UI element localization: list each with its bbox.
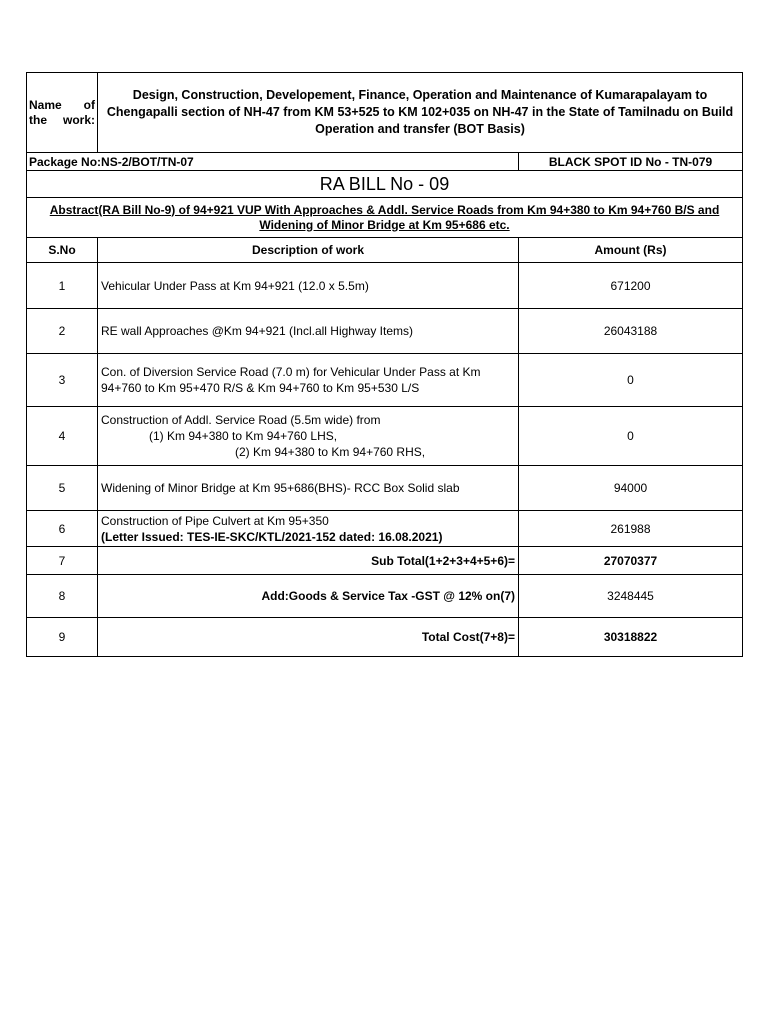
desc-line: (1) Km 94+380 to Km 94+760 LHS, bbox=[149, 429, 338, 443]
row-description: Vehicular Under Pass at Km 94+921 (12.0 x 5.5m) bbox=[98, 263, 519, 309]
name-of-work-label: Name of the work: bbox=[27, 73, 98, 153]
row-sno: 9 bbox=[27, 618, 98, 657]
column-header-row bbox=[27, 238, 743, 263]
total-label: Total Cost(7+8)= bbox=[98, 618, 519, 657]
subtotal-row bbox=[27, 547, 743, 575]
row-sno: 5 bbox=[27, 466, 98, 511]
row-sno: 3 bbox=[27, 354, 98, 407]
table-row bbox=[27, 407, 743, 466]
name-of-work-row bbox=[27, 73, 743, 153]
row-sno: 4 bbox=[27, 407, 98, 466]
abstract-row bbox=[27, 198, 743, 238]
row-description: Con. of Diversion Service Road (7.0 m) for Vehicular Under Pass at Km 94+760 to Km 95+470 R/S & Km 94+760 to Km 95+530 L/S bbox=[98, 354, 519, 407]
table-row bbox=[27, 511, 743, 547]
row-amount: 671200 bbox=[519, 263, 743, 309]
table-row bbox=[27, 466, 743, 511]
package-number: Package No:NS-2/BOT/TN-07 bbox=[27, 153, 519, 171]
row-description bbox=[98, 407, 519, 466]
package-row bbox=[27, 153, 743, 171]
gst-row bbox=[27, 575, 743, 618]
desc-line: Construction of Addl. Service Road (5.5m wide) from bbox=[101, 413, 381, 427]
subtotal-amount: 27070377 bbox=[519, 547, 743, 575]
row-amount: 261988 bbox=[519, 511, 743, 547]
row-sno: 6 bbox=[27, 511, 98, 547]
col-description-header: Description of work bbox=[98, 238, 519, 263]
table-row bbox=[27, 263, 743, 309]
name-of-work-value: Design, Construction, Developement, Finance, Operation and Maintenance of Kumarapalayam to Chengapalli section of NH-47 from KM 53+525 to KM 102+035 on NH-47 in the State of Tamilnadu on Build Operation and transfer (BOT Basis) bbox=[98, 73, 743, 153]
col-sno-header: S.No bbox=[27, 238, 98, 263]
row-amount: 0 bbox=[519, 407, 743, 466]
row-description: Widening of Minor Bridge at Km 95+686(BHS)- RCC Box Solid slab bbox=[98, 466, 519, 511]
desc-line: Construction of Pipe Culvert at Km 95+350 bbox=[101, 513, 329, 528]
row-amount: 0 bbox=[519, 354, 743, 407]
letter-issued-note: (Letter Issued: TES-IE-SKC/KTL/2021-152 dated: 16.08.2021) bbox=[101, 529, 443, 544]
ra-bill-sheet bbox=[26, 72, 742, 657]
gst-label: Add:Goods & Service Tax -GST @ 12% on(7) bbox=[98, 575, 519, 618]
total-amount: 30318822 bbox=[519, 618, 743, 657]
subtotal-label: Sub Total(1+2+3+4+5+6)= bbox=[98, 547, 519, 575]
row-amount: 94000 bbox=[519, 466, 743, 511]
row-description bbox=[98, 511, 519, 547]
row-description: RE wall Approaches @Km 94+921 (Incl.all Highway Items) bbox=[98, 309, 519, 354]
ra-bill-row bbox=[27, 171, 743, 198]
total-row bbox=[27, 618, 743, 657]
row-sno: 7 bbox=[27, 547, 98, 575]
abstract-table bbox=[26, 72, 743, 657]
ra-bill-title: RA BILL No - 09 bbox=[27, 171, 743, 198]
row-sno: 2 bbox=[27, 309, 98, 354]
row-sno: 1 bbox=[27, 263, 98, 309]
abstract-title: Abstract(RA Bill No-9) of 94+921 VUP With Approaches & Addl. Service Roads from Km 94+380 to Km 94+760 B/S and Widening of Minor Bridge at Km 95+686 etc. bbox=[27, 198, 743, 238]
table-row bbox=[27, 309, 743, 354]
gst-amount: 3248445 bbox=[519, 575, 743, 618]
desc-line: (2) Km 94+380 to Km 94+760 RHS, bbox=[235, 445, 426, 459]
row-amount: 26043188 bbox=[519, 309, 743, 354]
col-amount-header: Amount (Rs) bbox=[519, 238, 743, 263]
table-row bbox=[27, 354, 743, 407]
row-sno: 8 bbox=[27, 575, 98, 618]
black-spot-id: BLACK SPOT ID No - TN-079 bbox=[519, 153, 743, 171]
